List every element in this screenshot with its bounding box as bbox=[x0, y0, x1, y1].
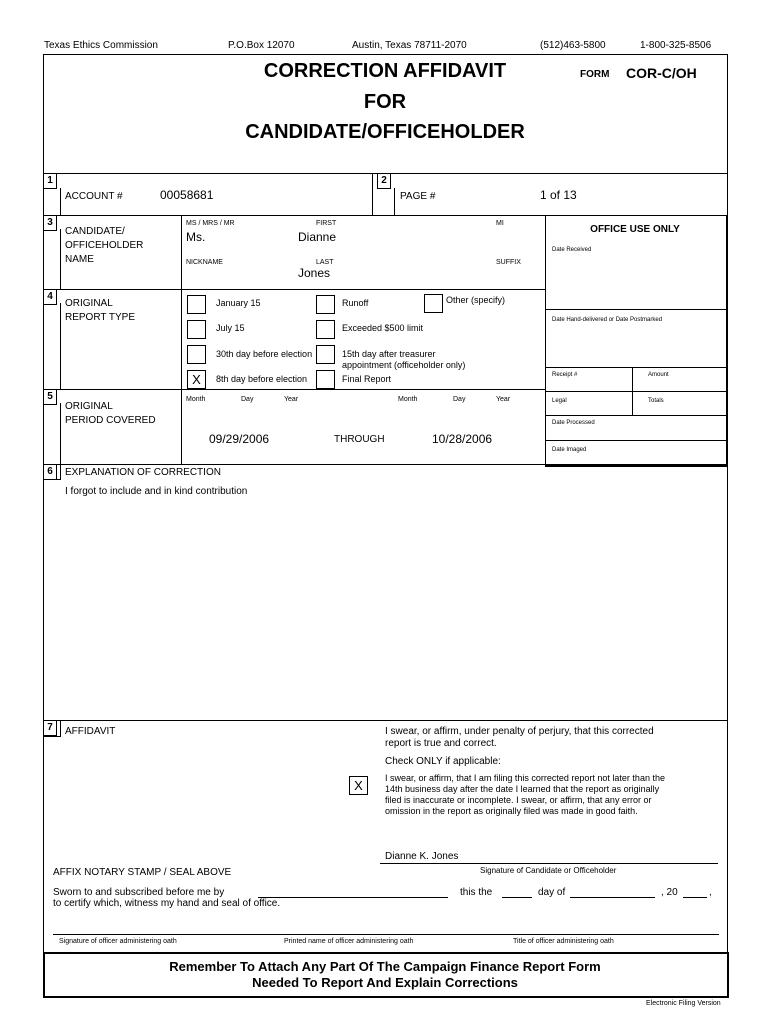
section-5-number: 5 bbox=[43, 389, 57, 405]
tollfree-number: 1-800-325-8506 bbox=[640, 40, 712, 51]
section-7-number: 7 bbox=[43, 720, 57, 736]
first-name-value[interactable]: Dianne bbox=[298, 230, 337, 244]
before8-checkbox[interactable]: X bbox=[187, 370, 206, 389]
first-name-label: FIRST bbox=[316, 220, 337, 227]
form-title-line2: FOR bbox=[363, 91, 407, 113]
divider bbox=[181, 389, 182, 464]
month-line[interactable] bbox=[570, 897, 655, 898]
divider bbox=[60, 464, 61, 479]
through-label: THROUGH bbox=[334, 434, 385, 445]
mi-label: MI bbox=[496, 220, 504, 227]
report-type-label-1: ORIGINAL bbox=[65, 298, 113, 309]
divider bbox=[372, 173, 373, 215]
receipt-label: Receipt # bbox=[552, 372, 578, 378]
prefix-label: MS / MRS / MR bbox=[186, 220, 235, 227]
candidate-label-2: OFFICEHOLDER bbox=[65, 240, 144, 251]
section-2-number: 2 bbox=[377, 173, 391, 189]
this-the-text: this the bbox=[460, 887, 493, 898]
form-code: COR-C/OH bbox=[626, 65, 697, 81]
explanation-label: EXPLANATION OF CORRECTION bbox=[65, 467, 221, 478]
divider bbox=[60, 403, 61, 464]
from-year-label: Year bbox=[284, 396, 299, 403]
explanation-text[interactable]: I forgot to include and in kind contribution bbox=[65, 486, 248, 497]
period-to-value[interactable]: 10/28/2006 bbox=[432, 432, 493, 446]
sworn-text: Sworn to and subscribed before me by bbox=[53, 887, 225, 898]
sworn-name-line[interactable] bbox=[258, 897, 448, 898]
year-comma: , bbox=[709, 887, 712, 898]
form-label: FORM bbox=[580, 69, 610, 80]
legal-label: Legal bbox=[552, 398, 567, 404]
section-4-number: 4 bbox=[43, 289, 57, 305]
agency-name: Texas Ethics Commission bbox=[44, 40, 158, 51]
treasurer-label-1: 15th day after treasurer bbox=[342, 349, 436, 359]
account-label: ACCOUNT # bbox=[65, 191, 123, 202]
certify-text: to certify which, witness my hand and seal of office. bbox=[53, 898, 281, 909]
version-label: Electronic Filing Version bbox=[646, 1000, 721, 1007]
to-month-label: Month bbox=[398, 396, 418, 403]
office-use-title: OFFICE USE ONLY bbox=[590, 224, 680, 235]
divider bbox=[60, 720, 61, 736]
divider bbox=[545, 391, 726, 392]
period-label-2: PERIOD COVERED bbox=[65, 415, 156, 426]
phone-number: (512)463-5800 bbox=[540, 40, 606, 51]
prefix-value[interactable]: Ms. bbox=[186, 230, 206, 244]
divider bbox=[394, 188, 395, 215]
late-filing-checkbox[interactable]: X bbox=[349, 776, 368, 795]
page-value[interactable]: 1 of 13 bbox=[540, 188, 577, 202]
swear-text-2: report is true and correct. bbox=[385, 738, 497, 749]
period-label-1: ORIGINAL bbox=[65, 401, 113, 412]
date-hand-label: Date Hand-delivered or Date Postmarked bbox=[552, 317, 663, 323]
section-1-number: 1 bbox=[43, 173, 57, 189]
officer-title-caption: Title of officer administering oath bbox=[513, 938, 614, 945]
final-label: Final Report bbox=[342, 374, 392, 384]
jul15-checkbox[interactable] bbox=[187, 320, 206, 339]
late-text-2: 14th business day after the date I learned that the report as originally bbox=[385, 784, 660, 794]
before8-label: 8th day before election bbox=[216, 374, 308, 384]
exceeded-checkbox[interactable] bbox=[316, 320, 335, 339]
divider bbox=[60, 188, 61, 215]
date-received-label: Date Received bbox=[552, 247, 592, 253]
candidate-label-3: NAME bbox=[65, 254, 94, 265]
officer-printed-caption: Printed name of officer administering oath bbox=[284, 938, 414, 945]
divider bbox=[60, 303, 61, 389]
runoff-label: Runoff bbox=[342, 298, 369, 308]
divider bbox=[43, 720, 727, 721]
late-text-3: filed is inaccurate or incomplete. I swear, or affirm, that any error or bbox=[385, 795, 652, 805]
affidavit-label: AFFIDAVIT bbox=[65, 726, 116, 737]
officer-signature-line[interactable] bbox=[53, 934, 719, 935]
to-year-label: Year bbox=[496, 396, 511, 403]
divider bbox=[43, 389, 545, 390]
divider bbox=[43, 464, 727, 465]
from-day-label: Day bbox=[241, 396, 254, 403]
divider bbox=[181, 215, 182, 289]
date-imaged-label: Date Imaged bbox=[552, 447, 587, 453]
jan15-label: January 15 bbox=[216, 298, 261, 308]
divider bbox=[545, 309, 726, 310]
nickname-label: NICKNAME bbox=[186, 259, 223, 266]
last-name-label: LAST bbox=[316, 259, 334, 266]
jan15-checkbox[interactable] bbox=[187, 295, 206, 314]
signature-caption: Signature of Candidate or Officeholder bbox=[480, 866, 617, 875]
divider bbox=[43, 736, 61, 737]
amount-label: Amount bbox=[648, 372, 669, 378]
signature-line bbox=[380, 863, 718, 864]
check-only-text: Check ONLY if applicable: bbox=[385, 756, 501, 767]
last-name-value[interactable]: Jones bbox=[298, 266, 331, 280]
other-label: Other (specify) bbox=[446, 295, 506, 305]
signature-name[interactable]: Dianne K. Jones bbox=[385, 851, 459, 862]
year-prefix-text: , 20 bbox=[661, 887, 678, 898]
divider bbox=[43, 289, 545, 290]
treasurer-label-2: appointment (officeholder only) bbox=[342, 360, 466, 370]
swear-text-1: I swear, or affirm, under penalty of perjury, that this corrected bbox=[385, 726, 654, 737]
notary-label: AFFIX NOTARY STAMP / SEAL ABOVE bbox=[53, 867, 232, 878]
totals-label: Totals bbox=[648, 398, 664, 404]
page-label: PAGE # bbox=[400, 191, 436, 202]
divider bbox=[60, 229, 61, 289]
before30-checkbox[interactable] bbox=[187, 345, 206, 364]
account-value[interactable]: 00058681 bbox=[160, 188, 214, 202]
day-line[interactable] bbox=[502, 897, 532, 898]
year-line[interactable] bbox=[683, 897, 707, 898]
runoff-checkbox[interactable] bbox=[316, 295, 335, 314]
other-checkbox[interactable] bbox=[424, 294, 443, 313]
report-type-label-2: REPORT TYPE bbox=[65, 312, 136, 323]
section-3-number: 3 bbox=[43, 215, 57, 231]
final-checkbox[interactable] bbox=[316, 370, 335, 389]
po-box: P.O.Box 12070 bbox=[228, 40, 295, 51]
divider bbox=[43, 479, 61, 480]
suffix-label: SUFFIX bbox=[496, 259, 521, 266]
form-title-line3: CANDIDATE/OFFICEHOLDER bbox=[245, 121, 525, 143]
treasurer-checkbox[interactable] bbox=[316, 345, 335, 364]
day-of-text: day of bbox=[538, 887, 566, 898]
late-text-4: omission in the report as originally filed was made in good faith. bbox=[385, 806, 638, 816]
date-processed-label: Date Processed bbox=[552, 420, 595, 426]
before30-label: 30th day before election bbox=[216, 349, 313, 359]
period-from-value[interactable]: 09/29/2006 bbox=[209, 432, 270, 446]
city-address: Austin, Texas 78711-2070 bbox=[352, 40, 467, 51]
candidate-label-1: CANDIDATE/ bbox=[65, 226, 125, 237]
divider bbox=[545, 440, 726, 441]
late-text-1: I swear, or affirm, that I am filing this corrected report not later than the bbox=[385, 773, 665, 783]
from-month-label: Month bbox=[186, 396, 206, 403]
exceeded-label: Exceeded $500 limit bbox=[342, 323, 424, 333]
divider bbox=[545, 415, 726, 416]
jul15-label: July 15 bbox=[216, 323, 245, 333]
divider bbox=[545, 367, 726, 368]
section-6-number: 6 bbox=[43, 464, 57, 480]
divider bbox=[181, 289, 182, 389]
to-day-label: Day bbox=[453, 396, 466, 403]
reminder-line-2: Needed To Report And Explain Corrections bbox=[252, 975, 518, 990]
reminder-line-1: Remember To Attach Any Part Of The Campaign Finance Report Form bbox=[169, 959, 601, 974]
form-title-line1: CORRECTION AFFIDAVIT bbox=[263, 60, 507, 82]
officer-signature-caption: Signature of officer administering oath bbox=[59, 938, 177, 945]
